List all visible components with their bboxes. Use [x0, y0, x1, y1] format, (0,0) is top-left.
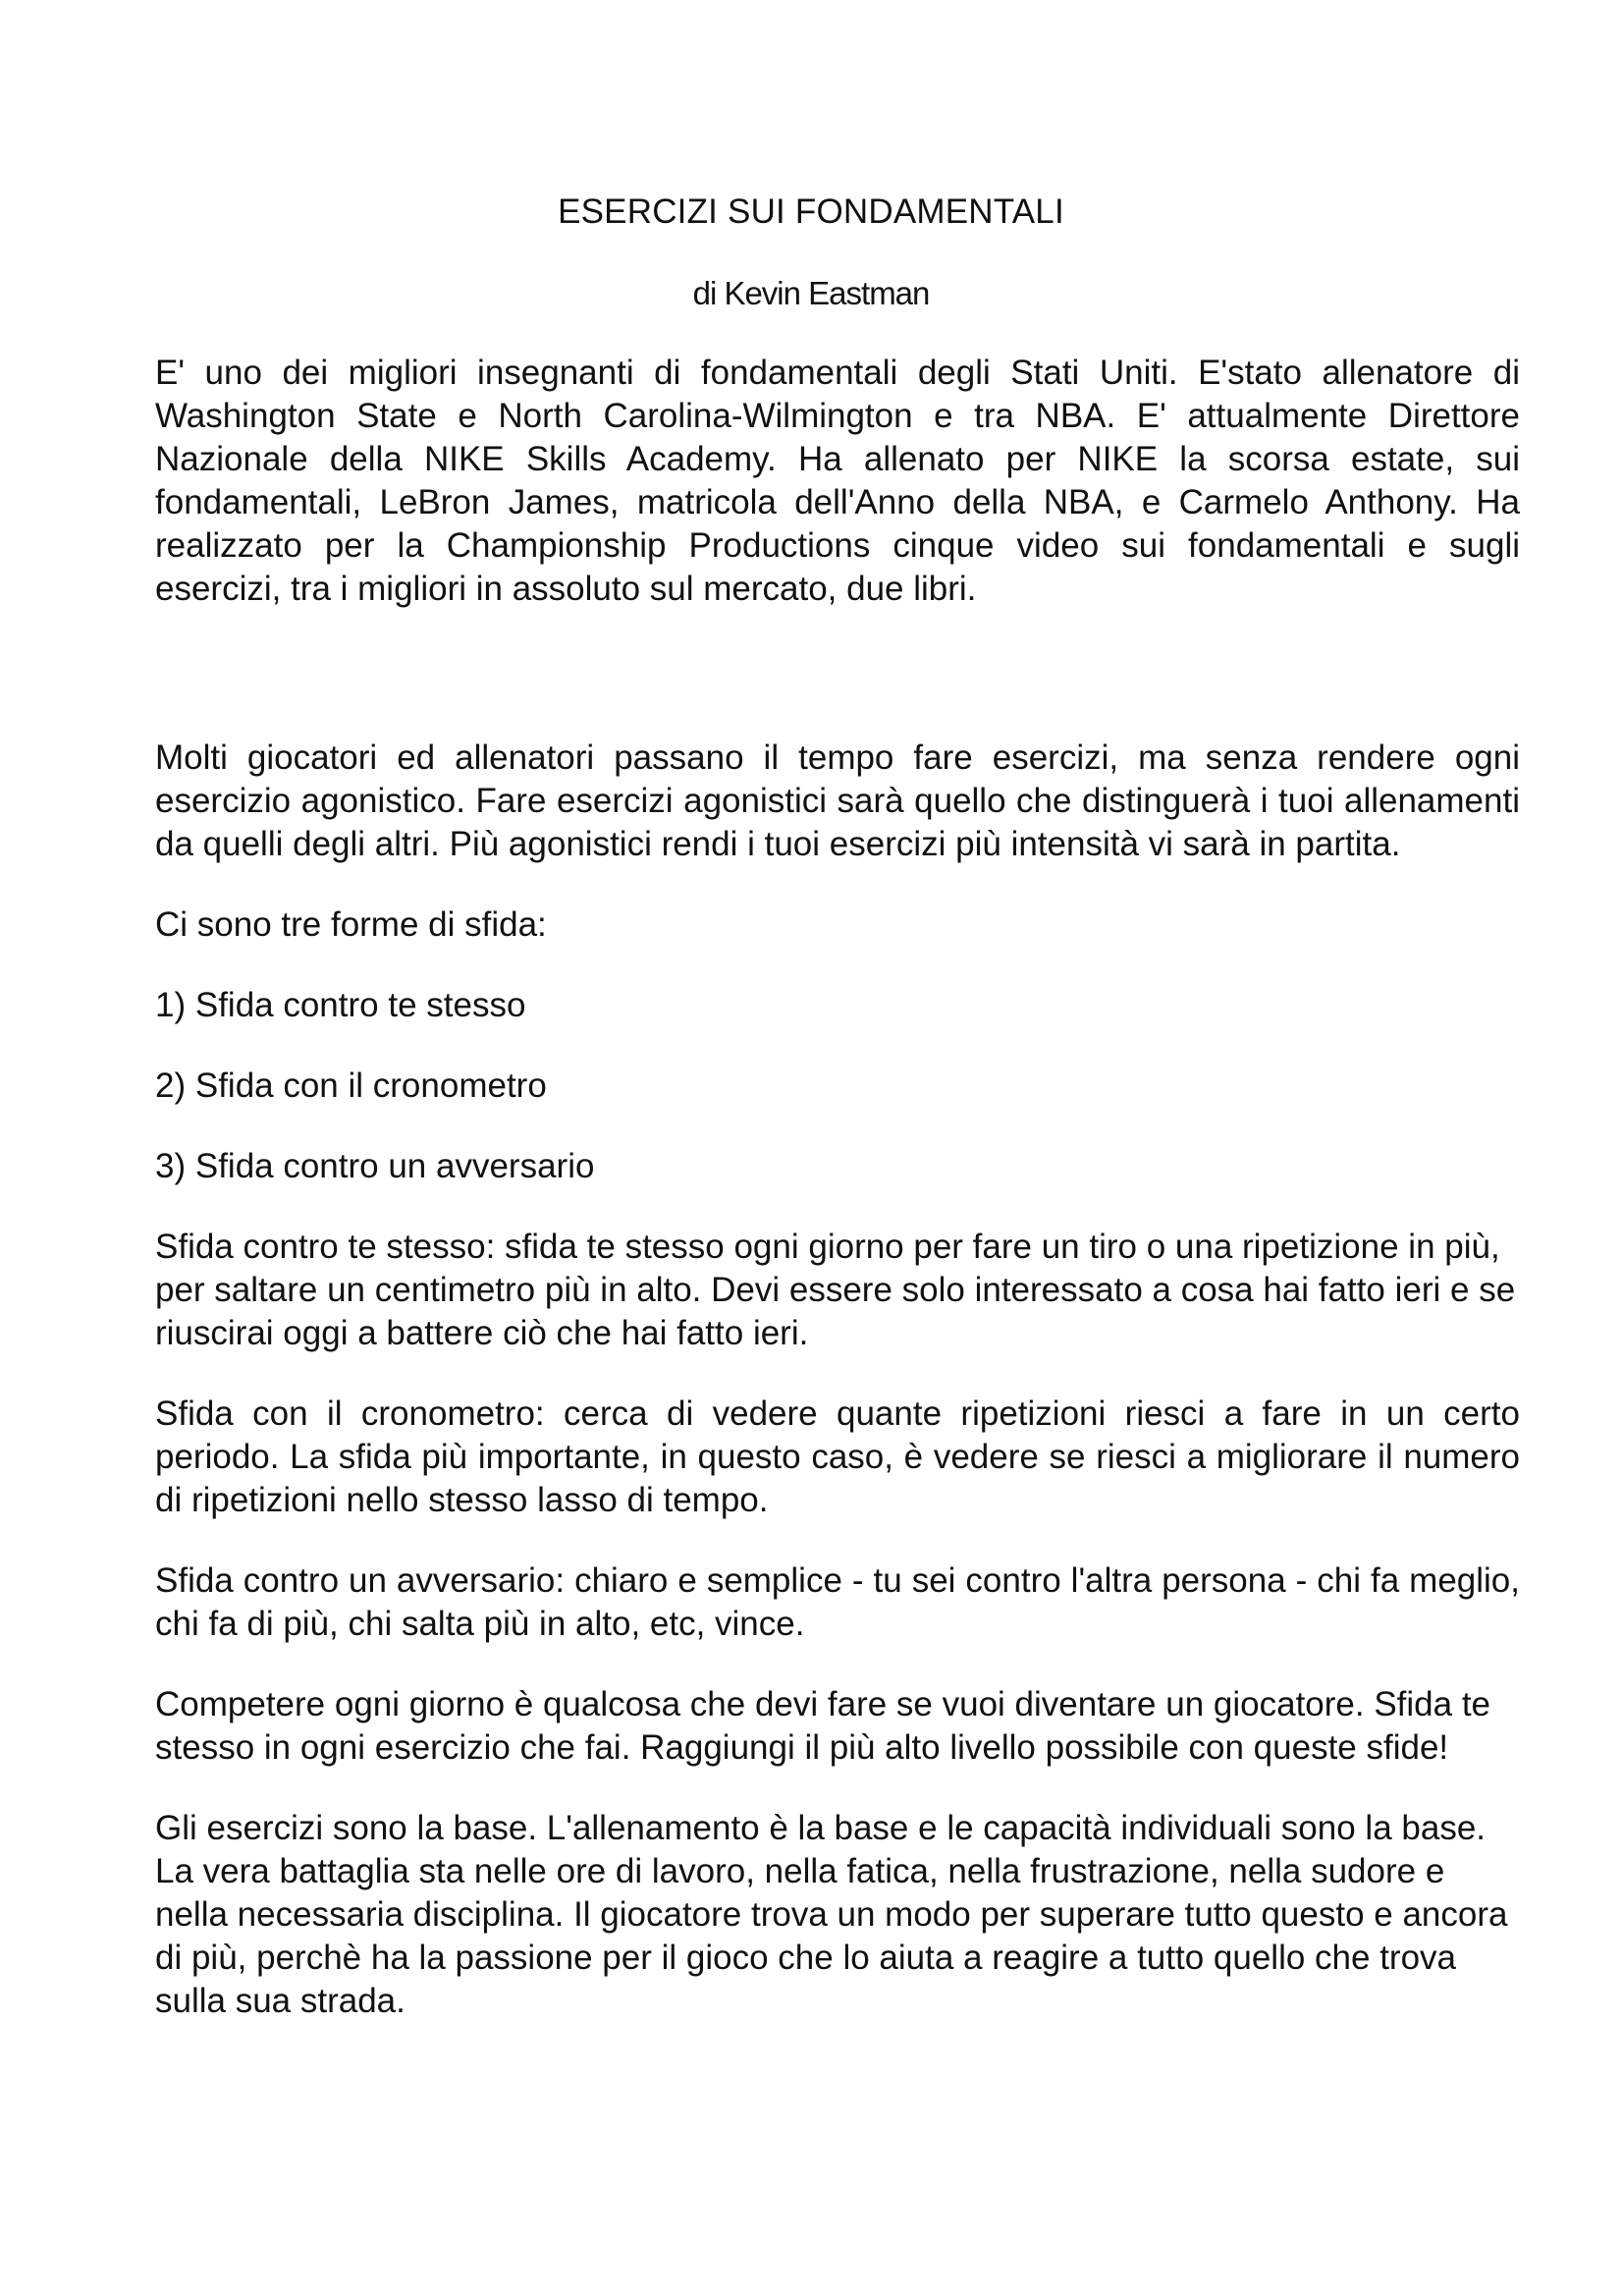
- challenges-intro: Ci sono tre forme di sfida:: [155, 905, 547, 944]
- competitive-paragraph: Molti giocatori ed allenatori passano il tempo fare esercizi, ma senza rendere ogni esercizio agonistico. Fare esercizi agonistici sarà quello che distinguerà i tuoi allenamenti da quelli degli altri. Più agonistici rendi i tuoi esercizi più intensità vi sarà in partita.: [155, 738, 1520, 863]
- challenge-item-3: 3) Sfida contro un avversario: [155, 1147, 595, 1185]
- opponent-challenge-paragraph: Sfida contro un avversario: chiaro e semplice - tu sei contro l'altra persona - chi fa meglio, chi fa di più, chi salta più in alto, etc, vince.: [155, 1561, 1520, 1643]
- clock-challenge-paragraph: Sfida con il cronometro: cerca di vedere quante ripetizioni riesci a fare in un certo periodo. La sfida più importante, in questo caso, è vedere se riesci a migliorare il numero di ripetizioni nello stesso lasso di tempo.: [155, 1394, 1520, 1519]
- compete-paragraph: Competere ogni giorno è qualcosa che devi fare se vuoi diventare un giocatore. Sfida te stesso in ogni esercizio che fai. Raggiungi il più alto livello possibile con queste sfide!: [155, 1685, 1491, 1767]
- challenge-item-1: 1) Sfida contro te stesso: [155, 986, 526, 1024]
- challenge-item-2: 2) Sfida con il cronometro: [155, 1066, 547, 1105]
- self-challenge-paragraph: Sfida contro te stesso: sfida te stesso ogni giorno per fare un tiro o una ripetizione in più, per saltare un centimetro più in alto. Devi essere solo interessato a cosa hai fatto ieri e se riuscirai oggi a battere ciò che hai fatto ieri.: [155, 1228, 1516, 1352]
- intro-paragraph: E' uno dei migliori insegnanti di fondamentali degli Stati Uniti. E'stato allenatore di Washington State e North Carolina-Wilmington e tra NBA. E' attualmente Direttore Nazionale della NIKE Skills Academy. Ha allenato per NIKE la scorsa estate, sui fondamentali, LeBron James, matricola dell'Anno della NBA, e Carmelo Anthony. Ha realizzato per la Championship Productions cinque video sui fondamentali e sugli esercizi, tra i migliori in assoluto sul mercato, due libri.: [155, 354, 1520, 608]
- document-title: ESERCIZI SUI FONDAMENTALI: [558, 192, 1064, 231]
- document-body: [155, 352, 1520, 2023]
- document-author: di Kevin Eastman: [692, 275, 930, 311]
- base-paragraph: Gli esercizi sono la base. L'allenamento è la base e le capacità individuali sono la base. La vera battaglia sta nelle ore di lavoro, nella fatica, nella frustrazione, nella sudore e nella necessaria disciplina. Il giocatore trova un modo per superare tutto questo e ancora di più, perchè ha la passione per il gioco che lo aiuta a reagire a tutto quello che trova sulla sua strada.: [155, 1809, 1508, 2020]
